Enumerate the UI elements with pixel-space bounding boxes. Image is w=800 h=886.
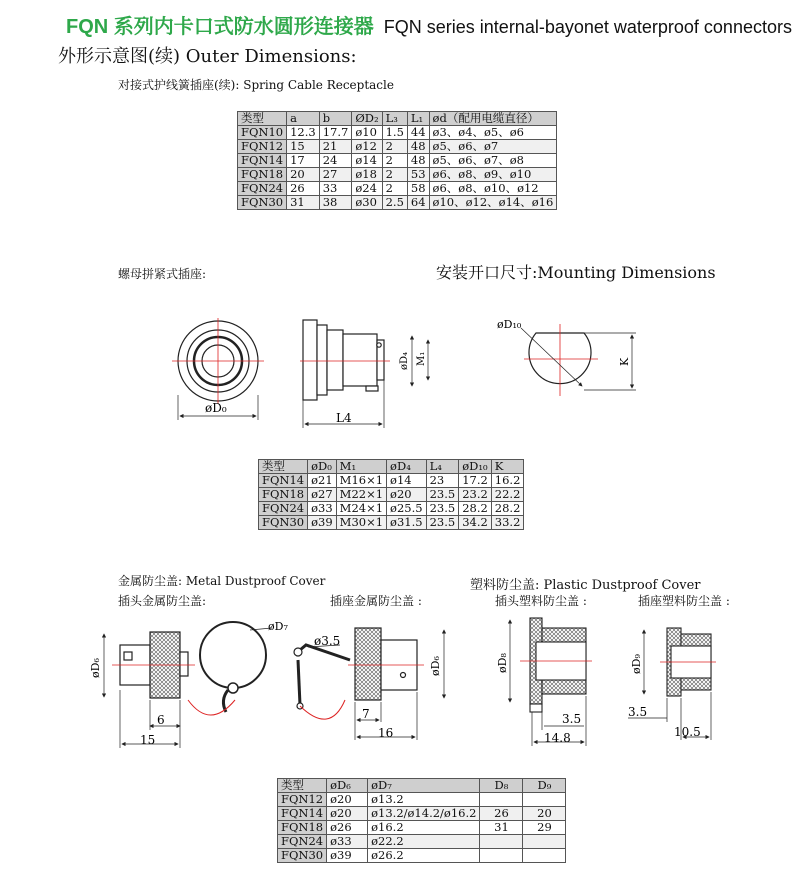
type-cell: FQN30 — [259, 516, 308, 530]
plastic-cover-caption: 塑料防尘盖: Plastic Dustproof Cover — [470, 578, 701, 593]
label-d9: øD₉ — [630, 654, 643, 674]
label-d8: øD₈ — [496, 653, 509, 673]
value-cell: 29 — [523, 821, 566, 835]
header-cell: D₈ — [480, 779, 523, 793]
value-cell: ø3、ø4、ø5、ø6 — [429, 126, 557, 140]
plastic-plug-cover — [510, 618, 592, 746]
value-cell: ø10 — [352, 126, 382, 140]
value-cell: 2.5 — [382, 196, 407, 210]
plastic-socket-caption: 插座塑料防尘盖 : — [638, 594, 730, 608]
value-cell: ø16.2 — [368, 821, 480, 835]
value-cell: 38 — [319, 196, 352, 210]
value-cell: 24 — [319, 154, 352, 168]
type-cell: FQN18 — [278, 821, 327, 835]
header-cell: L₄ — [426, 460, 459, 474]
plastic-plug-caption: 插头塑料防尘盖 : — [495, 594, 587, 608]
value-cell: 20 — [287, 168, 320, 182]
label-b148: 14.8 — [544, 731, 571, 745]
value-cell: 23.2 — [459, 488, 492, 502]
value-cell: 17.2 — [459, 474, 492, 488]
value-cell: ø27 — [308, 488, 337, 502]
label-d6a: øD₆ — [89, 658, 102, 678]
metal-cover-caption: 金属防尘盖: Metal Dustproof Cover — [118, 574, 326, 588]
value-cell: ø14 — [387, 474, 427, 488]
value-cell: 53 — [407, 168, 429, 182]
type-cell: FQN18 — [238, 168, 287, 182]
header-cell: øD₁₀ — [459, 460, 492, 474]
value-cell: 2 — [382, 140, 407, 154]
value-cell: 15 — [287, 140, 320, 154]
value-cell: 23.5 — [426, 502, 459, 516]
value-cell: ø10、ø12、ø14、ø16 — [429, 196, 557, 210]
value-cell: 28.2 — [491, 502, 524, 516]
value-cell: ø39 — [327, 849, 368, 863]
value-cell: M24×1 — [336, 502, 386, 516]
label-sixteen: 16 — [378, 726, 394, 740]
type-cell: FQN30 — [278, 849, 327, 863]
spring-caption: 对接式护线簧插座(续): Spring Cable Receptacle — [118, 78, 394, 92]
title-en: FQN series internal-bayonet waterproof connectors — [383, 17, 792, 37]
type-cell: FQN10 — [238, 126, 287, 140]
type-cell: FQN18 — [259, 488, 308, 502]
value-cell: 12.3 — [287, 126, 320, 140]
value-cell: 2 — [382, 154, 407, 168]
value-cell: ø18 — [352, 168, 382, 182]
header-cell: L₃ — [382, 112, 407, 126]
value-cell: ø30 — [352, 196, 382, 210]
value-cell: 17 — [287, 154, 320, 168]
value-cell: 64 — [407, 196, 429, 210]
value-cell: M22×1 — [336, 488, 386, 502]
value-cell: ø26.2 — [368, 849, 480, 863]
type-cell: FQN30 — [238, 196, 287, 210]
label-d0: øD₀ — [205, 401, 227, 415]
label-d105: 10.5 — [674, 725, 701, 739]
header-cell: øD₇ — [368, 779, 480, 793]
type-cell: FQN24 — [238, 182, 287, 196]
value-cell: 17.7 — [319, 126, 352, 140]
header-cell: K — [491, 460, 524, 474]
value-cell: ø6、ø8、ø9、ø10 — [429, 168, 557, 182]
header-cell: a — [287, 112, 320, 126]
header-cell: 类型 — [259, 460, 308, 474]
value-cell: ø20 — [327, 793, 368, 807]
header-cell: 类型 — [278, 779, 327, 793]
value-cell: 33 — [319, 182, 352, 196]
label-seven: 7 — [362, 707, 370, 721]
value-cell: 26 — [287, 182, 320, 196]
value-cell: 22.2 — [491, 488, 524, 502]
value-cell: ø39 — [308, 516, 337, 530]
outer-dimensions-title: 外形示意图(续) Outer Dimensions: — [58, 46, 357, 67]
value-cell: 23.5 — [426, 516, 459, 530]
value-cell: 58 — [407, 182, 429, 196]
header-cell: b — [319, 112, 352, 126]
label-fifteen: 15 — [140, 733, 156, 747]
value-cell: 16.2 — [491, 474, 524, 488]
plastic-socket-cover — [628, 628, 716, 740]
header-cell: øD₆ — [327, 779, 368, 793]
value-cell: ø24 — [352, 182, 382, 196]
header-cell: D₉ — [523, 779, 566, 793]
value-cell: ø14 — [352, 154, 382, 168]
nut-caption: 螺母拼紧式插座: — [118, 267, 207, 281]
value-cell: 28.2 — [459, 502, 492, 516]
label-m1: M₁ — [416, 351, 427, 366]
label-c35: 3.5 — [628, 705, 648, 719]
type-cell: FQN12 — [278, 793, 327, 807]
type-cell: FQN14 — [259, 474, 308, 488]
value-cell: 44 — [407, 126, 429, 140]
value-cell: ø33 — [327, 835, 368, 849]
value-cell: ø20 — [327, 807, 368, 821]
value-cell: ø12 — [352, 140, 382, 154]
value-cell: ø21 — [308, 474, 337, 488]
label-d35: ø3.5 — [314, 634, 341, 648]
label-d6b: øD₆ — [429, 656, 442, 676]
value-cell: ø25.5 — [387, 502, 427, 516]
header-cell: M₁ — [336, 460, 386, 474]
value-cell: 34.2 — [459, 516, 492, 530]
value-cell: 31 — [287, 196, 320, 210]
label-k: K — [618, 357, 631, 366]
metal-plug-cover — [104, 622, 272, 748]
value-cell: 23.5 — [426, 488, 459, 502]
value-cell: ø20 — [387, 488, 427, 502]
type-cell: FQN14 — [278, 807, 327, 821]
header-cell: L₁ — [407, 112, 429, 126]
header-cell: 类型 — [238, 112, 287, 126]
value-cell: ø5、ø6、ø7、ø8 — [429, 154, 557, 168]
type-cell: FQN24 — [259, 502, 308, 516]
value-cell: ø31.5 — [387, 516, 427, 530]
value-cell: ø22.2 — [368, 835, 480, 849]
value-cell: ø6、ø8、ø10、ø12 — [429, 182, 557, 196]
label-a35: 3.5 — [562, 712, 582, 726]
value-cell: M30×1 — [336, 516, 386, 530]
value-cell: 2 — [382, 168, 407, 182]
metal-plug-caption: 插头金属防尘盖: — [118, 594, 207, 608]
mounting-title: 安装开口尺寸:Mounting Dimensions — [436, 263, 716, 282]
header-cell: ød（配用电缆直径） — [429, 112, 557, 126]
value-cell: 31 — [480, 821, 523, 835]
label-six: 6 — [157, 713, 165, 727]
value-cell: ø26 — [327, 821, 368, 835]
value-cell: 21 — [319, 140, 352, 154]
value-cell: ø33 — [308, 502, 337, 516]
value-cell: 20 — [523, 807, 566, 821]
header-cell: øD₀ — [308, 460, 337, 474]
type-cell: FQN24 — [278, 835, 327, 849]
value-cell: M16×1 — [336, 474, 386, 488]
value-cell: 23 — [426, 474, 459, 488]
value-cell: ø13.2 — [368, 793, 480, 807]
title-cn: FQN 系列内卡口式防水圆形连接器 — [66, 16, 374, 38]
type-cell: FQN14 — [238, 154, 287, 168]
value-cell: ø5、ø6、ø7 — [429, 140, 557, 154]
type-cell: FQN12 — [238, 140, 287, 154]
label-d7: øD₇ — [268, 620, 288, 633]
label-d4: øD₄ — [399, 351, 410, 370]
value-cell: 26 — [480, 807, 523, 821]
label-l4: L4 — [336, 411, 352, 425]
nut-receptacle-side-view — [300, 320, 428, 428]
value-cell: 48 — [407, 140, 429, 154]
header-cell: øD₄ — [387, 460, 427, 474]
metal-socket-caption: 插座金属防尘盖 : — [330, 594, 422, 608]
header-cell: ØD₂ — [352, 112, 382, 126]
value-cell: 33.2 — [491, 516, 524, 530]
value-cell: 48 — [407, 154, 429, 168]
value-cell: ø13.2/ø14.2/ø16.2 — [368, 807, 480, 821]
label-d10: øD₁₀ — [497, 318, 522, 331]
value-cell: 2 — [382, 182, 407, 196]
value-cell: 27 — [319, 168, 352, 182]
value-cell: 1.5 — [382, 126, 407, 140]
